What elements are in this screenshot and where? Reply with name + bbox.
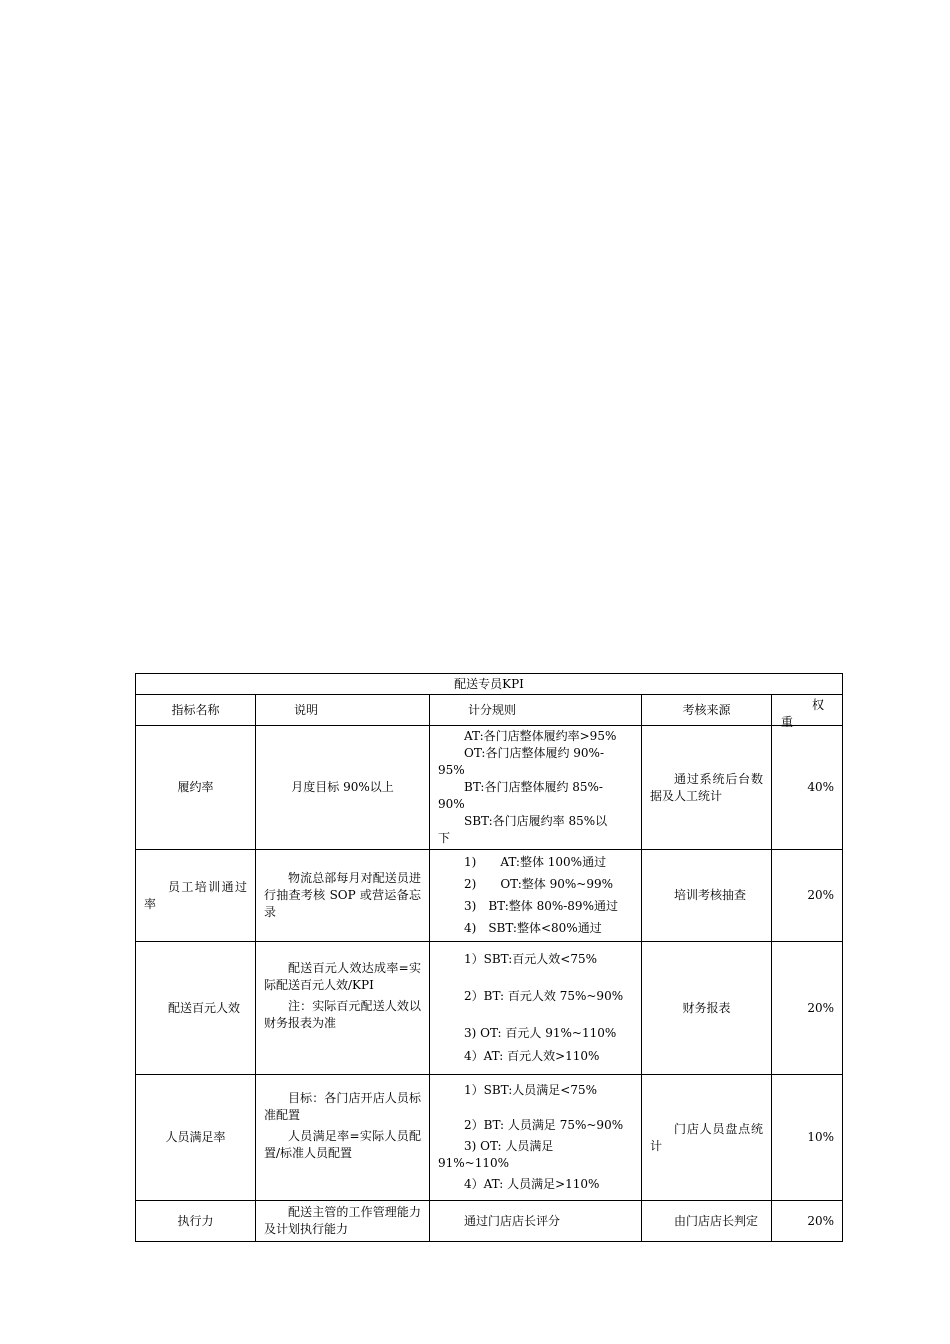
row-scoring: 1）SBT:人员满足<75% 2）BT: 人员满足 75%~90% 3) OT: 人员满足 91%~110% 4）AT: 人员满足>110% [430, 1075, 642, 1201]
row-weight: 10% [772, 1075, 843, 1201]
header-weight-top: 权 [811, 698, 824, 712]
row-weight: 20% [772, 942, 843, 1075]
table-row [136, 1075, 843, 1201]
row-name: 员工培训通过率 [136, 850, 256, 942]
table-row [136, 942, 843, 1075]
row-scoring: 1）SBT:百元人效<75% 2）BT: 百元人效 75%~90% 3) OT: 百元人 91%~110% 4）AT: 百元人效>110% [430, 942, 642, 1075]
header-scoring: 计分规则 [430, 695, 642, 726]
row-weight: 20% [772, 850, 843, 942]
table-row [136, 850, 843, 942]
row-scoring: 1) AT:整体 100%通过 2) OT:整体 90%~99% 3) BT:整体 80%-89%通过 4) SBT:整体<80%通过 [430, 850, 642, 942]
table-row [136, 726, 843, 850]
kpi-table [135, 673, 843, 1242]
header-description: 说明 [256, 695, 430, 726]
row-scoring: 通过门店店长评分 [430, 1201, 642, 1242]
row-scoring: AT:各门店整体履约率>95% OT:各门店整体履约 90%- 95% BT:各门店整体履约 85%- 90% SBT:各门店履约率 85%以 下 [430, 726, 642, 850]
row-source: 由门店店长判定 [642, 1201, 772, 1242]
table-row [136, 1201, 843, 1242]
row-name: 履约率 [136, 726, 256, 850]
row-description: 月度目标 90%以上 [256, 726, 430, 850]
row-description: 物流总部每月对配送员进行抽查考核 SOP 或营运备忘录 [256, 850, 430, 942]
header-source: 考核来源 [642, 695, 772, 726]
header-name: 指标名称 [136, 695, 256, 726]
table-title: 配送专员KPI [136, 674, 843, 695]
row-source: 门店人员盘点统计 [642, 1075, 772, 1201]
row-weight: 40% [772, 726, 843, 850]
row-source: 培训考核抽查 [642, 850, 772, 942]
row-name: 人员满足率 [136, 1075, 256, 1201]
row-description: 配送百元人效达成率=实际配送百元人效/KPI 注：实际百元配送人效以财务报表为准 [256, 942, 430, 1075]
row-weight: 20% [772, 1201, 843, 1242]
row-source: 通过系统后台数据及人工统计 [642, 726, 772, 850]
row-name: 执行力 [136, 1201, 256, 1242]
row-source: 财务报表 [642, 942, 772, 1075]
row-name: 配送百元人效 [136, 942, 256, 1075]
header-weight [772, 695, 843, 729]
row-description: 配送主管的工作管理能力及计划执行能力 [256, 1201, 430, 1242]
row-description: 目标：各门店开店人员标准配置 人员满足率=实际人员配置/标准人员配置 [256, 1075, 430, 1201]
header-weight-bottom: 重 [781, 715, 794, 729]
